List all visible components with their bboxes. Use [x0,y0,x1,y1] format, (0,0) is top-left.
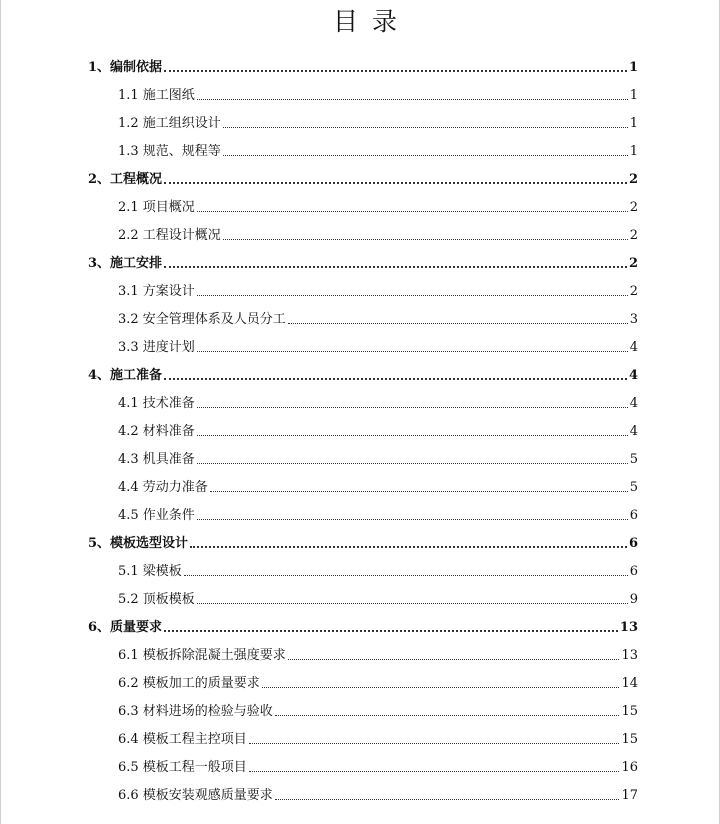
toc-page-number: 6 [628,536,638,551]
toc-page-number: 13 [621,648,638,663]
toc-section-entry[interactable] [118,558,638,580]
toc-dot-leader [197,407,628,408]
toc-chapter-entry[interactable] [88,614,638,636]
toc-page-number: 4 [629,396,638,411]
toc-dot-leader [197,603,628,604]
toc-chapter-entry[interactable] [88,250,638,272]
toc-page-number: 17 [621,788,638,803]
toc-dot-leader [197,99,628,100]
toc-entry-label: 6.4 模板工程主控项目 [118,732,247,747]
toc-dot-leader [197,435,628,436]
toc-page-number: 1 [629,88,638,103]
toc-entry-label: 1.1 施工图纸 [118,88,195,103]
toc-dot-leader [223,239,628,240]
toc-dot-leader [190,546,627,548]
toc-page-number: 5 [629,452,638,467]
page-edge-left [0,0,1,824]
toc-section-entry[interactable] [118,278,638,300]
toc-page-number: 6 [629,564,638,579]
toc-section-entry[interactable] [118,334,638,356]
toc-section-entry[interactable] [118,194,638,216]
toc-entry-label: 2.2 工程设计概况 [118,228,221,243]
toc-entry-label: 1、编制依据 [88,60,163,75]
toc-section-entry[interactable] [118,642,638,664]
toc-chapter-entry[interactable] [88,530,638,552]
toc-dot-leader [197,351,628,352]
toc-dot-leader [223,127,628,128]
toc-entry-label: 4、施工准备 [88,368,163,383]
toc-page-number: 16 [621,760,638,775]
toc-page-number: 2 [628,256,638,271]
toc-page-number: 2 [629,284,638,299]
toc-section-entry[interactable] [118,670,638,692]
toc-section-entry[interactable] [118,502,638,524]
toc-entry-label: 3、施工安排 [88,256,163,271]
toc-page-number: 4 [629,340,638,355]
toc-entry-label: 6.1 模板拆除混凝土强度要求 [118,648,286,663]
toc-entry-label: 4.3 机具准备 [118,452,195,467]
toc-page-number: 4 [628,368,638,383]
toc-entry-label: 3.1 方案设计 [118,284,195,299]
toc-dot-leader [164,630,618,632]
toc-dot-leader [164,182,627,184]
toc-page-number: 15 [621,732,638,747]
toc-chapter-entry[interactable] [88,362,638,384]
toc-page-number: 3 [629,312,638,327]
toc-page-number: 2 [628,172,638,187]
toc-entry-label: 2.1 项目概况 [118,200,195,215]
toc-dot-leader [184,575,628,576]
toc-page-number: 15 [621,704,638,719]
toc-entry-label: 4.5 作业条件 [118,508,195,523]
toc-dot-leader [288,659,620,660]
toc-page-number: 2 [629,200,638,215]
toc-entry-label: 2、工程概况 [88,172,163,187]
toc-entry-label: 6.6 模板安装观感质量要求 [118,788,273,803]
toc-page-number: 4 [629,424,638,439]
title-char-1: 目 [332,7,358,36]
toc-section-entry[interactable] [118,222,638,244]
toc-section-entry[interactable] [118,390,638,412]
toc-page-number: 1 [628,60,638,75]
toc-section-entry[interactable] [118,586,638,608]
toc-dot-leader [275,799,620,800]
toc-chapter-entry[interactable] [88,54,638,76]
toc-dot-leader [164,378,627,380]
toc-dot-leader [197,463,628,464]
toc-dot-leader [197,211,628,212]
toc-dot-leader [223,155,628,156]
toc-page-number: 1 [629,144,638,159]
toc-page-number: 1 [629,116,638,131]
toc-page-number: 6 [629,508,638,523]
toc-page-number: 5 [629,480,638,495]
toc-dot-leader [249,771,620,772]
toc-section-entry[interactable] [118,726,638,748]
toc-entry-label: 3.2 安全管理体系及人员分工 [118,312,286,327]
toc-page-number: 13 [619,620,638,635]
toc-dot-leader [210,491,628,492]
toc-section-entry[interactable] [118,754,638,776]
toc-entry-label: 5.2 顶板模板 [118,592,195,607]
toc-dot-leader [288,323,628,324]
toc-entry-label: 6.2 模板加工的质量要求 [118,676,260,691]
toc-entry-label: 6.3 材料进场的检验与验收 [118,704,273,719]
page-title [0,2,720,38]
toc-entry-label: 4.2 材料准备 [118,424,195,439]
toc-entry-label: 6.5 模板工程一般项目 [118,760,247,775]
toc-entry-label: 4.4 劳动力准备 [118,480,208,495]
toc-chapter-entry[interactable] [88,166,638,188]
toc-section-entry[interactable] [118,418,638,440]
toc-section-entry[interactable] [118,446,638,468]
toc-entry-label: 6、质量要求 [88,620,163,635]
toc-page-number: 2 [629,228,638,243]
toc-section-entry[interactable] [118,110,638,132]
toc-entry-label: 4.1 技术准备 [118,396,195,411]
toc-section-entry[interactable] [118,782,638,804]
toc-dot-leader [197,519,628,520]
toc-section-entry[interactable] [118,306,638,328]
toc-entry-label: 1.3 规范、规程等 [118,144,221,159]
toc-entry-label: 5.1 梁模板 [118,564,182,579]
toc-dot-leader [262,687,620,688]
toc-section-entry[interactable] [118,698,638,720]
toc-dot-leader [197,295,628,296]
toc-entry-label: 1.2 施工组织设计 [118,116,221,131]
toc-page-number: 9 [629,592,638,607]
toc-section-entry[interactable] [118,82,638,104]
toc-dot-leader [275,715,620,716]
toc-page-number: 14 [621,676,638,691]
toc-section-entry[interactable] [118,474,638,496]
toc-dot-leader [164,70,627,72]
toc-entry-label: 3.3 进度计划 [118,340,195,355]
toc-entry-label: 5、模板选型设计 [88,536,189,551]
title-char-2: 录 [372,7,398,36]
toc-section-entry[interactable] [118,138,638,160]
toc-dot-leader [164,266,627,268]
toc-dot-leader [249,743,620,744]
